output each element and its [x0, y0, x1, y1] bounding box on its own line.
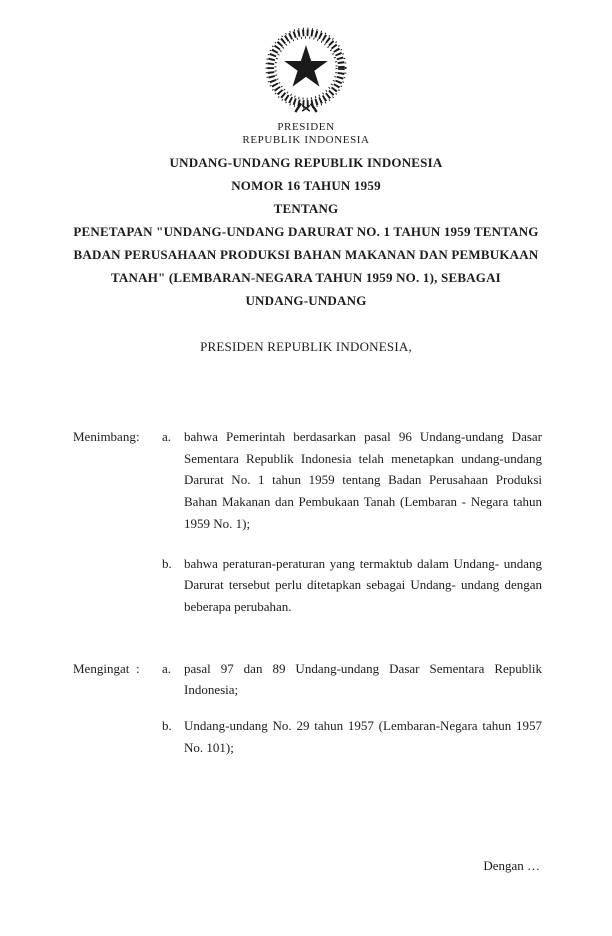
- clauses-container: [0, 426, 612, 758]
- clause-label: Menimbang: [73, 429, 136, 444]
- item-marker-b: b.: [162, 555, 172, 571]
- title-line-4: PENETAPAN "UNDANG-UNDANG DARURAT NO. 1 TAHUN 1959 TENTANG: [73, 224, 539, 239]
- clause-colon: :: [136, 660, 140, 676]
- item-text-a: bahwa Pemerintah berdasarkan pasal 96 Undang-undang Dasar Sementara Republik Indonesia telah menetapkan undang-undang Darurat No. 1 tahun 1959 tentang Badan Perusahaan Produksi Bahan Makanan dan Pembukaan Tanah (Lembaran - Negara tahun 1959 No. 1);: [184, 429, 542, 531]
- item-marker-a: a.: [162, 660, 172, 676]
- item-marker-a: a.: [162, 429, 172, 444]
- item-text-b: Undang-undang No. 29 tahun 1957 (Lembaran-Negara tahun 1957 No. 101);: [184, 718, 542, 755]
- presiden-label: PRESIDEN: [277, 121, 335, 133]
- title-line-3: TENTANG: [273, 201, 339, 216]
- title-line-7: UNDANG-UNDANG: [245, 293, 367, 308]
- title-line-1: UNDANG-UNDANG REPUBLIK INDONESIA: [169, 155, 443, 170]
- item-marker-b: b.: [162, 718, 172, 734]
- page-header: [0, 26, 612, 147]
- law-title: [40, 151, 572, 312]
- clause-mengingat: [73, 658, 542, 759]
- salutation-line: PRESIDEN REPUBLIK INDONESIA,: [200, 339, 412, 354]
- title-line-6: TANAH" (LEMBARAN-NEGARA TAHUN 1959 NO. 1), SEBAGAI: [111, 270, 501, 285]
- item-text-a: pasal 97 dan 89 Undang-undang Dasar Sementara Republik Indonesia;: [184, 660, 542, 698]
- item-text-b: bahwa peraturan-peraturan yang termaktub dalam Undang- undang Darurat tersebut perlu ditetapkan sebagai Undang- undang dengan beberapa perubahan.: [184, 555, 542, 614]
- catchword: Dengan …: [483, 858, 540, 873]
- title-line-5: BADAN PERUSAHAAN PRODUKSI BAHAN MAKANAN DAN PEMBUKAAN: [73, 247, 539, 262]
- clause-colon: :: [136, 429, 140, 444]
- title-line-2: NOMOR 16 TAHUN 1959: [231, 178, 381, 193]
- clause-label: Mengingat: [73, 660, 130, 676]
- republik-indonesia-label: REPUBLIK INDONESIA: [242, 134, 370, 146]
- clause-menimbang: [73, 426, 542, 618]
- institution-name: [0, 121, 612, 147]
- star-wreath-emblem-icon: [258, 26, 354, 114]
